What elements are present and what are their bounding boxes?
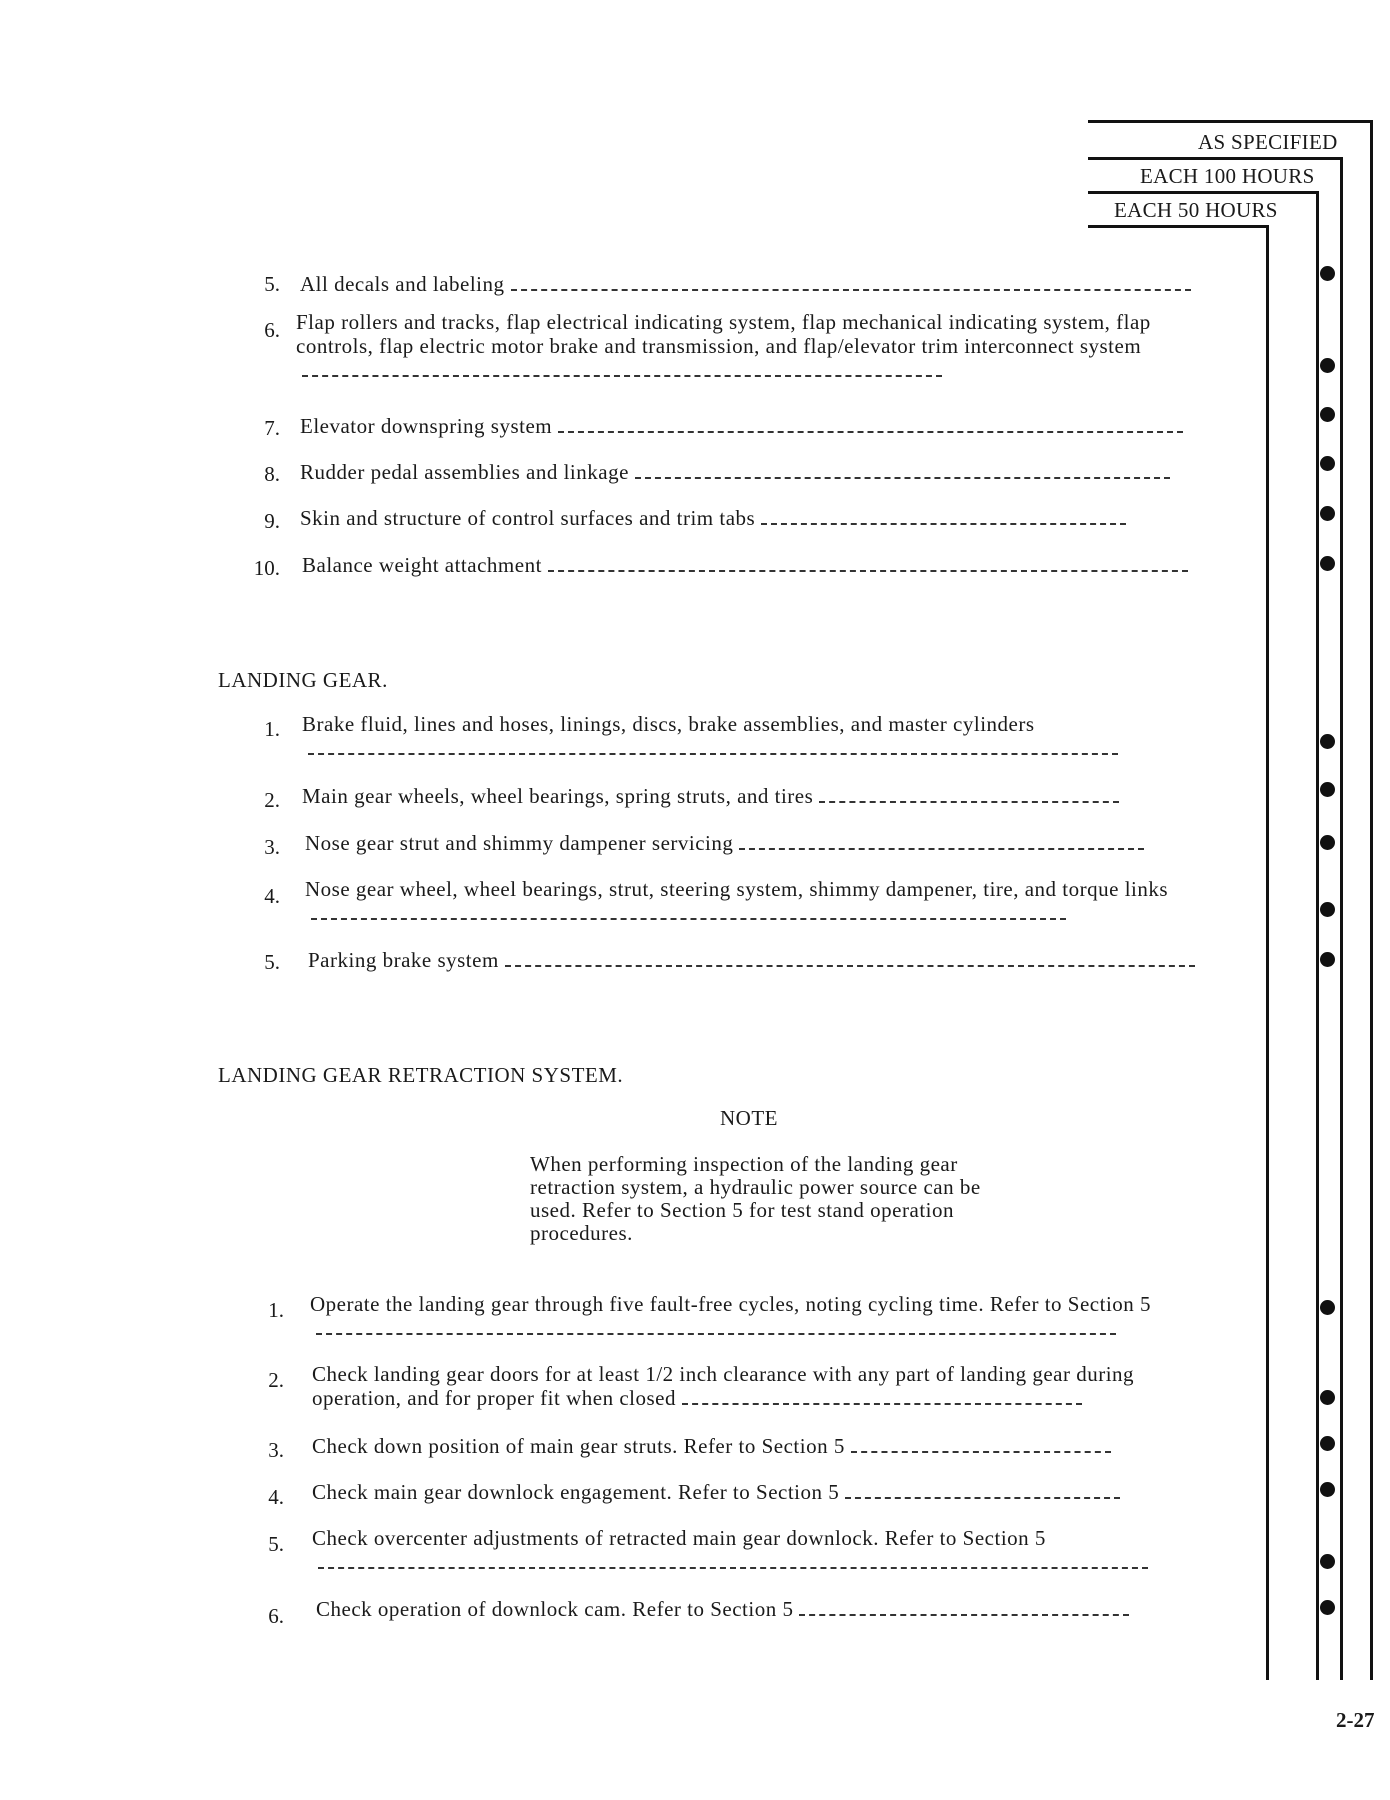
list-item xyxy=(300,460,1230,484)
check-dot-each-100 xyxy=(1320,782,1335,797)
dotted-leader xyxy=(739,848,1144,850)
check-dot-each-100 xyxy=(1320,902,1335,917)
check-dot-each-100 xyxy=(1320,952,1335,967)
column-header-each-50-hours: EACH 50 HOURS xyxy=(1114,198,1278,222)
list-item xyxy=(302,784,1232,808)
list-item-text: Flap rollers and tracks, flap electrical indicating system, flap mechanical indicating system, flap controls, flap electric motor brake and transmission, and flap/elevator trim interconnect system xyxy=(296,310,1151,358)
list-item-number: 8. xyxy=(264,462,280,486)
as-specified-vertical-rule xyxy=(1370,120,1373,1680)
header-bottom-rule xyxy=(1088,225,1268,228)
list-item-text: Nose gear strut and shimmy dampener servicing xyxy=(305,831,734,855)
list-item-text: Rudder pedal assemblies and linkage xyxy=(300,460,629,484)
list-item-number: 6. xyxy=(268,1604,284,1628)
note-title: NOTE xyxy=(720,1106,778,1130)
check-dot-each-100 xyxy=(1320,734,1335,749)
check-dot-each-100 xyxy=(1320,266,1335,281)
list-item-number: 5. xyxy=(264,950,280,974)
list-item xyxy=(302,712,1222,760)
list-item-number: 5. xyxy=(268,1532,284,1556)
each-50-inner-vertical-rule xyxy=(1266,225,1269,1680)
each-100-top-rule xyxy=(1088,157,1342,160)
dotted-leader xyxy=(302,375,942,377)
note-body: When performing inspection of the landing gear retraction system, a hydraulic power source can be used. Refer to Section 5 for test stand operation procedures. xyxy=(530,1152,981,1245)
list-item xyxy=(300,272,1230,296)
list-item-text: Balance weight attachment xyxy=(302,553,542,577)
dotted-leader xyxy=(316,1333,1116,1335)
list-item-text: Check operation of downlock cam. Refer to Section 5 xyxy=(316,1597,794,1621)
column-header-each-100-hours: EACH 100 HOURS xyxy=(1140,164,1315,188)
list-item-number: 1. xyxy=(264,717,280,741)
section-title-landing-gear: LANDING GEAR. xyxy=(218,668,388,692)
dotted-leader xyxy=(511,289,1191,291)
dotted-leader xyxy=(311,918,1066,920)
dotted-leader xyxy=(845,1497,1120,1499)
dotted-leader xyxy=(558,431,1183,433)
list-item-number: 3. xyxy=(264,835,280,859)
dotted-leader xyxy=(635,477,1170,479)
list-item-number: 5. xyxy=(264,272,280,296)
list-item-number: 9. xyxy=(264,509,280,533)
list-item-text: Check main gear downlock engagement. Refer to Section 5 xyxy=(312,1480,840,1504)
dotted-leader xyxy=(308,753,1118,755)
check-dot-each-100 xyxy=(1320,358,1335,373)
check-dot-each-100 xyxy=(1320,835,1335,850)
list-item-text: Elevator downspring system xyxy=(300,414,553,438)
list-item-number: 2. xyxy=(268,1368,284,1392)
list-item xyxy=(312,1362,1217,1410)
dotted-leader xyxy=(505,965,1195,967)
check-dot-each-100 xyxy=(1320,407,1335,422)
dotted-leader xyxy=(819,801,1119,803)
list-item-text: Check overcenter adjustments of retracted main gear downlock. Refer to Section 5 xyxy=(312,1526,1046,1550)
list-item xyxy=(296,310,1216,382)
dotted-leader xyxy=(761,523,1126,525)
check-dot-each-100 xyxy=(1320,1600,1335,1615)
each-50-top-rule xyxy=(1088,191,1318,194)
dotted-leader xyxy=(682,1403,1082,1405)
list-item-text: Check landing gear doors for at least 1/2 inch clearance with any part of landing gear during operation, and for proper fit when closed xyxy=(312,1362,1135,1410)
list-item xyxy=(312,1480,1242,1504)
page-number: 2-27 xyxy=(1336,1708,1375,1732)
list-item-text: Main gear wheels, wheel bearings, spring struts, and tires xyxy=(302,784,814,808)
dotted-leader xyxy=(318,1567,1148,1569)
list-item-number: 3. xyxy=(268,1438,284,1462)
each-100-vertical-rule xyxy=(1340,157,1343,1680)
dotted-leader xyxy=(799,1614,1129,1616)
list-item xyxy=(312,1526,1212,1574)
list-item-number: 6. xyxy=(264,318,280,342)
list-item-number: 10. xyxy=(253,556,280,580)
list-item xyxy=(300,506,1230,530)
section-title-retraction-system: LANDING GEAR RETRACTION SYSTEM. xyxy=(218,1063,624,1087)
list-item xyxy=(308,948,1238,972)
list-item-number: 2. xyxy=(264,788,280,812)
list-item-number: 7. xyxy=(264,416,280,440)
list-item-number: 4. xyxy=(264,884,280,908)
list-item-text: Check down position of main gear struts. Refer to Section 5 xyxy=(312,1434,845,1458)
dotted-leader xyxy=(548,570,1188,572)
list-item xyxy=(305,831,1235,855)
check-dot-each-100 xyxy=(1320,556,1335,571)
list-item-text: Operate the landing gear through five fault-free cycles, noting cycling time. Refer to Section 5 xyxy=(310,1292,1152,1316)
column-header-as-specified: AS SPECIFIED xyxy=(1198,130,1338,154)
list-item-number: 4. xyxy=(268,1485,284,1509)
list-item-text: Nose gear wheel, wheel bearings, strut, steering system, shimmy dampener, tire, and torque links xyxy=(305,877,1169,901)
check-dot-each-100 xyxy=(1320,506,1335,521)
check-dot-each-100 xyxy=(1320,1554,1335,1569)
check-dot-each-100 xyxy=(1320,1482,1335,1497)
list-item xyxy=(316,1597,1246,1621)
check-dot-each-100 xyxy=(1320,456,1335,471)
list-item-text: Brake fluid, lines and hoses, linings, discs, brake assemblies, and master cylinders xyxy=(302,712,1035,736)
list-item-text: Parking brake system xyxy=(308,948,499,972)
check-dot-each-100 xyxy=(1320,1300,1335,1315)
as-specified-top-rule xyxy=(1088,120,1372,123)
list-item-text: All decals and labeling xyxy=(300,272,505,296)
each-50-vertical-rule xyxy=(1316,191,1319,1680)
list-item xyxy=(300,414,1230,438)
list-item xyxy=(310,1292,1215,1340)
check-dot-each-100 xyxy=(1320,1436,1335,1451)
list-item xyxy=(312,1434,1242,1458)
dotted-leader xyxy=(851,1451,1111,1453)
list-item-text: Skin and structure of control surfaces and trim tabs xyxy=(300,506,756,530)
list-item xyxy=(305,877,1225,925)
list-item xyxy=(302,553,1232,577)
list-item-number: 1. xyxy=(268,1298,284,1322)
check-dot-each-100 xyxy=(1320,1390,1335,1405)
